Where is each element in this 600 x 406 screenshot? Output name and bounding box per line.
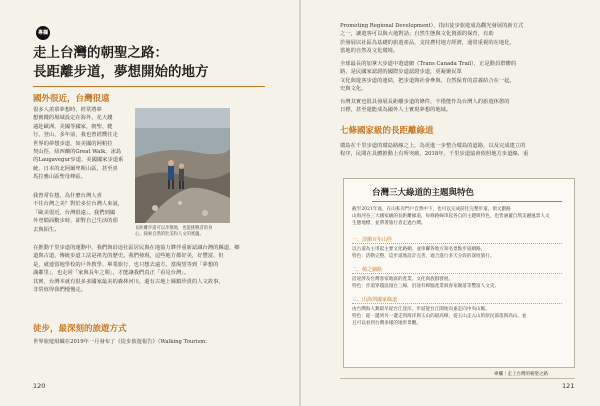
text-line: 外登騎面數步時，卻對自己生活的那 [33, 218, 118, 225]
running-footer: 專欄｜走上台灣的朝聖之路 [494, 372, 548, 377]
text-line: 統、日本的北阿爾卑斯山區，甚至喜 [33, 165, 118, 172]
text-line: 環島在千里步道的環島路線之上，為更進一步整合環島的道路，以及完成建立的 [340, 143, 526, 149]
sub-text-1 [352, 246, 564, 260]
text-line: 特色：從一邊到另一邊走到海洋與玉山的最高峰，從玉山走入山的原民部落與高山，並 [352, 314, 527, 319]
text-line: 沿途涉及台灣客家地區的產業、文化與族群發展。 [352, 277, 454, 282]
text-line: 山海河谷三大國家級的長距離綠道，每條路線串起各自的主題與特色，也皆涵蓋自然美麗風景人文 [352, 214, 550, 219]
text-line: 不往台灣之美？對於多位台灣人來說， [33, 201, 124, 208]
section-heading-2: 徒步，最深刻的旅遊方式 [33, 324, 127, 334]
text-line: 道與古道，傳統步道工法是祖先的歷史。我們發現，這些地方都好美，好豐富，但 [33, 253, 224, 260]
title-rule [33, 86, 265, 87]
text-line: 以古道為主串起主要文化路網，並串聯各地方知名景點步道網路。 [352, 247, 486, 252]
text-line: 程序，民間在具體推動上有所突破，2018年，千里步道協會依照地方步道線，重 [340, 151, 529, 158]
photo-illustration [135, 108, 230, 223]
sub-heading-1: 一、淡蘭百年山徑 [352, 237, 393, 243]
title-line-2: 長距離步道，夢想開始的地方 [33, 64, 209, 80]
footer-rule [340, 378, 575, 379]
section-heading-3: 七條國家級的長距離綠道 [340, 126, 434, 136]
text-line: 我曾常在想，為什麼台灣人喜 [33, 193, 102, 199]
hikers-trail-photo [135, 108, 230, 223]
text-line: 很多人羨慕夢想時，經常將夢 [33, 107, 102, 113]
text-line: 文化與遊客步道的連結，把步道與社會參與、自然保育的意義結合在一起， [340, 77, 515, 84]
text-line: 當地的自然及文化環境。 [340, 48, 399, 55]
paragraph-2 [33, 192, 131, 234]
sidebar-box-title: 台灣三大綠道的主題與特色 [372, 188, 475, 198]
paragraph-3 [33, 244, 265, 294]
text-line: 滿鄰里」、也走回「家與長年之間」，才能讓我們真正「看見台灣」。 [33, 270, 190, 277]
right-paragraph-1 [340, 22, 575, 56]
text-line: Promoting Regional Development），指出徒步旅遊成為觀光發展的新方式 [340, 23, 524, 29]
text-line: 生態地標，並帶著旅行者走過台灣。 [352, 221, 426, 226]
text-line: 在推動千里步道的運動中，我們與沿途社區居民與在地協力夥伴重新認識台灣的縣道、鄉 [33, 245, 240, 251]
text-line: 是，就連當地學校的戶外教學、畢業旅行，也只想去遠方。當渴望等到「夢想的 [33, 261, 219, 268]
sub-rule-1 [352, 243, 562, 245]
paragraph-4 [33, 338, 265, 346]
sidebar-intro [352, 206, 564, 227]
section-heading-1: 國外很近，台灣很遠 [33, 94, 110, 104]
text-line: 非常值得我們慢慢走。 [33, 287, 86, 294]
text-line: 行、登山、多年前，我也曾經嚮往走 [33, 132, 118, 139]
text-line: 截至2021年底，在山私有門戶自然中下，也可以完成前往完整步道，領文劃路 [352, 207, 511, 212]
paragraph-1 [33, 106, 131, 182]
text-line: 特色：活動完整，這步道地設計完善，適合進行多天分段的深度旅行。 [352, 254, 495, 259]
text-line: 想實踐的場域設定在海外，花大錢 [33, 115, 113, 122]
text-line: 之一，讓遊客可以與大地對話；自然生態與文化資源的保育，有助 [340, 31, 494, 38]
sub-rule-2 [352, 273, 562, 275]
text-line: 的Laugavegur步道、美國國家步道系 [33, 157, 124, 164]
right-paragraph-3 [340, 98, 575, 115]
text-line: 由台灣海人類最早從台江登岸，步道從台江開始向東走向中央山脈。 [352, 307, 490, 312]
sidebar-title-rule [372, 201, 562, 202]
text-line: 其實，台灣本就有很多多國家最美的森林河川，還有古地上縣鎮珍貴的人文故事， [33, 278, 224, 285]
photo-caption [135, 226, 230, 238]
right-paragraph-2 [340, 60, 575, 94]
left-page [0, 0, 299, 406]
text-line: 契山徑、紐西蘭的Great Walk、冰島 [33, 149, 122, 156]
text-line: 世界的夢想步道，如美國的阿帕拉 [33, 140, 113, 147]
sub-rule-3 [352, 303, 562, 305]
page-number-right: 121 [562, 382, 575, 390]
text-line: 路，是民國家認證的國際步道認證步道，更凝聚民眾 [340, 69, 462, 76]
column-tag-badge: 專欄 [36, 26, 50, 40]
text-line: 特色：步道穿越浪漫台三線，沿途有樟腦產業與客家聚落等豐富人文史。 [352, 284, 500, 289]
sub-text-2 [352, 276, 564, 290]
title-line-1: 走上台灣的朝聖之路： [33, 45, 168, 61]
sub-text-3 [352, 306, 564, 327]
text-line: 全球最長的加拿大步道中遊道網（Trans Canada Trail），正是動員群體的 [340, 61, 517, 67]
caption-line: 心，探索自然的壯美和人文的底蘊。 [135, 232, 204, 238]
caption-line: 長距離步道可以步散地，也能挑戰者的身 [135, 226, 213, 231]
text-line: 世界旅遊組織在2019年一月發布了《徒步旅遊報告》（Walking Tourism: [33, 339, 208, 345]
text-line: 「歐美很近，台灣很遠」。我們到國 [33, 209, 116, 216]
text-line: 台灣其實也很具發展長距離步道的條件，不僅能作為台灣人的旅遊休憩的 [340, 99, 510, 105]
right-paragraph-4 [340, 142, 575, 159]
text-line: 遠赴歐洲、美國等國家，朝聖、健 [33, 123, 113, 130]
text-line: 日標，甚至還能成為國外人士實現夢想的地域。 [340, 107, 452, 114]
text-line: 馬拉雅山區聖母峰區。 [33, 174, 86, 181]
sub-heading-2: 二、樟之細路 [352, 267, 383, 273]
text-line: 去與陌生。 [33, 226, 60, 233]
article-title [33, 44, 209, 82]
text-line: 於發展以社區為基礎的旅遊產品，支持農村地方經濟，通常重視的在地化， [340, 39, 515, 46]
page-number-left: 120 [33, 382, 46, 390]
text-line: 且可以看到台灣多樣的地形景觀。 [352, 321, 421, 326]
sub-heading-3: 三、山海圳國家綠道 [352, 297, 398, 303]
text-line: 史與文化。 [340, 86, 367, 93]
